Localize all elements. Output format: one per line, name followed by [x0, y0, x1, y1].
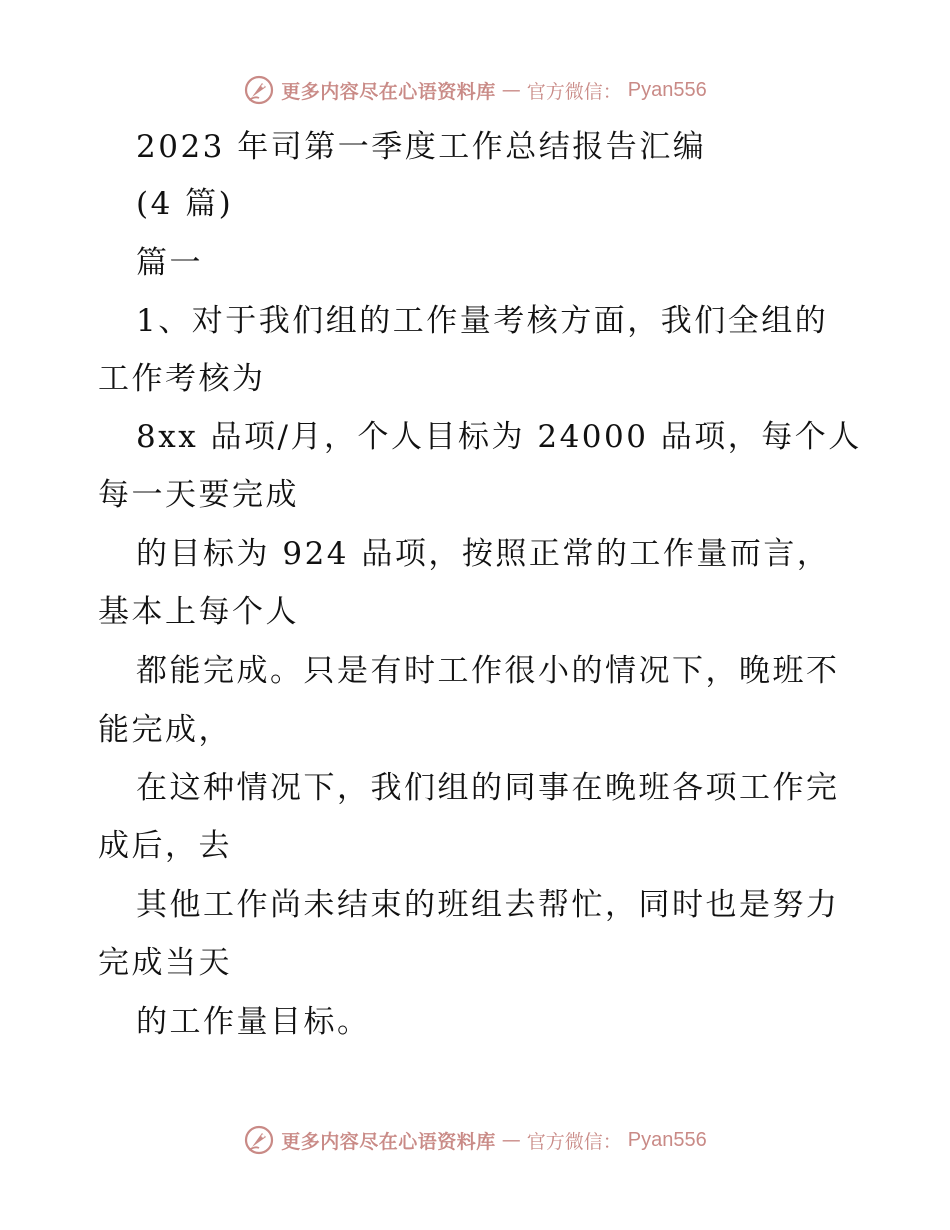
pen-nib-logo-icon: [243, 1124, 275, 1156]
document-title: 2023 年司第一季度工作总结报告汇编: [136, 129, 707, 165]
paragraph-line: 完成当天: [98, 945, 232, 981]
banner-wechat-id: Pyan556: [627, 78, 707, 101]
paragraph-line: 能完成，: [98, 712, 232, 748]
banner-separator: —: [501, 79, 521, 101]
banner-separator: —: [501, 1129, 521, 1151]
section-heading: 篇一: [136, 245, 203, 281]
paragraph-line: 每一天要完成: [98, 477, 299, 513]
paragraph-line: 工作考核为: [98, 361, 266, 397]
banner-wechat-label: 官方微信：: [526, 80, 622, 103]
paragraph-line: 的目标为 924 品项，按照正常的工作量而言，: [136, 536, 831, 572]
banner-wechat-label: 官方微信：: [526, 1130, 622, 1153]
paragraph-line: 在这种情况下，我们组的同事在晚班各项工作完: [136, 770, 840, 806]
paragraph-line: 成后，去: [98, 828, 232, 864]
paragraph-line: 其他工作尚未结束的班组去帮忙，同时也是努力: [136, 887, 840, 923]
paragraph-line: 的工作量目标。: [136, 1004, 371, 1040]
banner-main-text: 更多内容尽在心语资料库: [281, 1130, 496, 1153]
document-title-count: (4 篇): [136, 186, 234, 222]
pen-nib-logo-icon: [243, 74, 275, 106]
header-banner: [0, 70, 950, 110]
banner-main-text: 更多内容尽在心语资料库: [281, 80, 496, 103]
paragraph-line: 1、对于我们组的工作量考核方面，我们全组的: [136, 303, 829, 339]
footer-banner: [0, 1120, 950, 1160]
paragraph-line: 8xx 品项/月，个人目标为 24000 品项，每个人: [136, 419, 862, 455]
paragraph-line: 基本上每个人: [98, 594, 299, 630]
paragraph-line: 都能完成。只是有时工作很小的情况下，晚班不: [136, 653, 840, 689]
banner-wechat-id: Pyan556: [627, 1128, 707, 1151]
